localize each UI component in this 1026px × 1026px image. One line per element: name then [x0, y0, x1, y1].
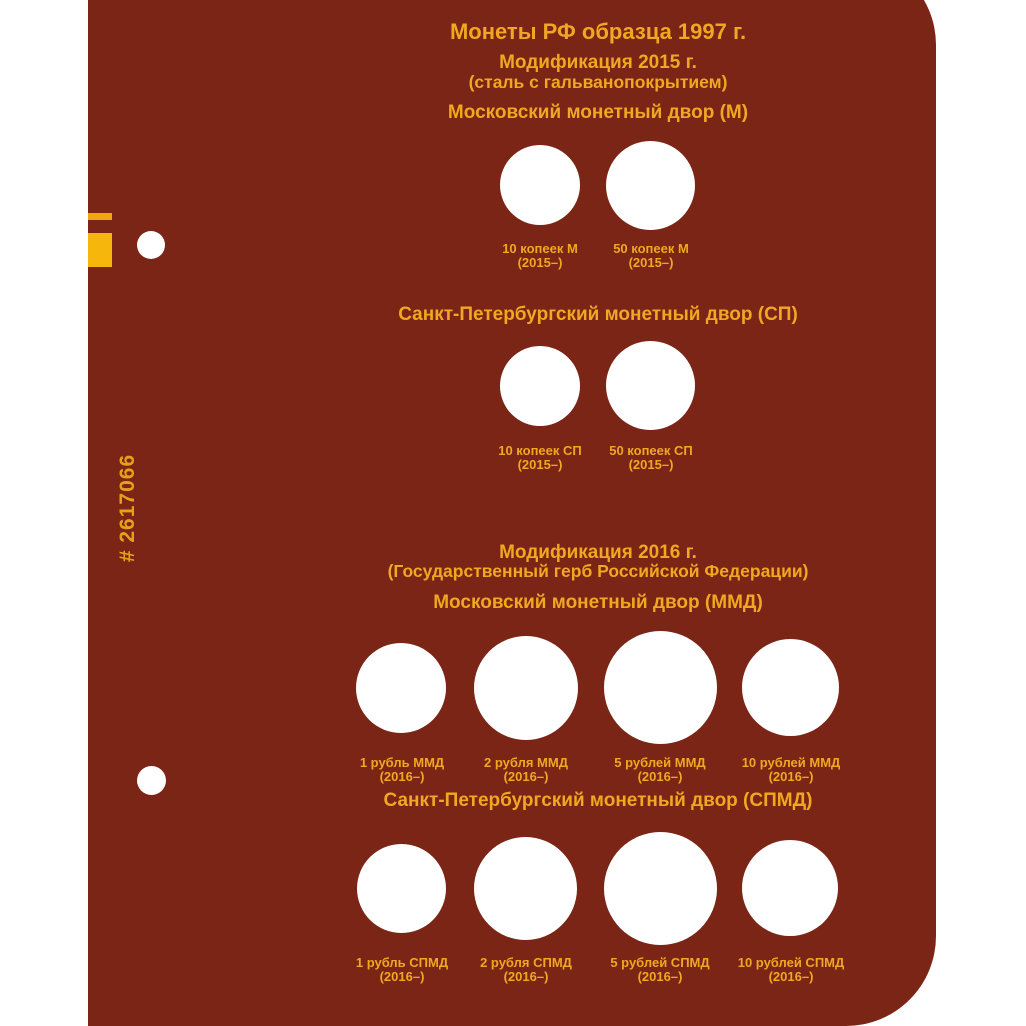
spine-article-number: # 2617066 — [116, 453, 139, 563]
coin-slot-2-rublya-mmd — [474, 636, 578, 740]
coin-denomination: 2 рубля ММД — [484, 755, 568, 770]
coin-denomination: 10 копеек М — [502, 241, 578, 256]
binder-tab-square — [88, 233, 112, 267]
coin-years: (2016–) — [768, 969, 814, 984]
heading-modification-2015: Модификация 2015 г. — [499, 52, 697, 73]
coin-denomination: 10 рублей ММД — [741, 755, 841, 770]
coin-denomination: 10 рублей СПМД — [737, 955, 845, 970]
coin-years: (2016–) — [503, 769, 549, 784]
coin-label — [571, 444, 731, 472]
coin-slot-2-rublya-spmd — [474, 837, 577, 940]
coin-denomination: 10 копеек СП — [498, 443, 582, 458]
heading-modification-2016: Модификация 2016 г. — [499, 542, 697, 563]
coin-years: (2015–) — [628, 457, 674, 472]
coin-slot-10-rublei-spmd — [742, 840, 838, 936]
coin-slot-50-kopeek-m — [606, 141, 695, 230]
coin-years: (2016–) — [379, 769, 425, 784]
coin-slot-5-rublei-mmd — [604, 631, 717, 744]
coin-years: (2015–) — [517, 255, 563, 270]
heading-mint-spb-sp: Санкт-Петербургский монетный двор (СП) — [398, 304, 798, 325]
coin-years: (2016–) — [637, 969, 683, 984]
coin-denomination: 5 рублей СПМД — [610, 955, 710, 970]
coin-slot-10-kopeek-sp — [500, 346, 580, 426]
heading-mint-moscow-m: Московский монетный двор (М) — [447, 102, 749, 123]
subheading-modification-2016: (Государственный герб Российской Федерации) — [387, 561, 809, 581]
coin-slot-10-kopeek-m — [500, 145, 580, 225]
coin-denomination: 50 копеек М — [613, 241, 689, 256]
punch-hole-bottom — [137, 766, 166, 795]
coin-slot-5-rublei-spmd — [604, 832, 717, 945]
coin-slot-10-rublei-mmd — [742, 639, 839, 736]
coin-years: (2016–) — [637, 769, 683, 784]
coin-label — [571, 242, 731, 270]
punch-hole-top — [137, 231, 165, 259]
coin-denomination: 1 рубль ММД — [359, 755, 445, 770]
heading-mint-spb-spmd: Санкт-Петербургский монетный двор (СПМД) — [383, 790, 813, 811]
coin-years: (2015–) — [517, 457, 563, 472]
coin-label — [711, 756, 871, 784]
binder-tab-strip — [88, 213, 112, 220]
subheading-modification-2015: (сталь с гальванопокрытием) — [468, 72, 728, 92]
coin-denomination: 1 рубль СПМД — [355, 955, 449, 970]
heading-mint-moscow-mmd: Московский монетный двор (ММД) — [433, 592, 763, 613]
page-title: Монеты РФ образца 1997 г. — [449, 19, 747, 44]
coin-years: (2016–) — [768, 769, 814, 784]
coin-years: (2016–) — [379, 969, 425, 984]
coin-slot-1-rubl-spmd — [357, 844, 446, 933]
coin-slot-1-rubl-mmd — [356, 643, 446, 733]
coin-years: (2015–) — [628, 255, 674, 270]
coin-label — [711, 956, 871, 984]
coin-years: (2016–) — [503, 969, 549, 984]
coin-denomination: 5 рублей ММД — [614, 755, 706, 770]
coin-denomination: 2 рубля СПМД — [480, 955, 572, 970]
coin-slot-50-kopeek-sp — [606, 341, 695, 430]
coin-denomination: 50 копеек СП — [609, 443, 693, 458]
